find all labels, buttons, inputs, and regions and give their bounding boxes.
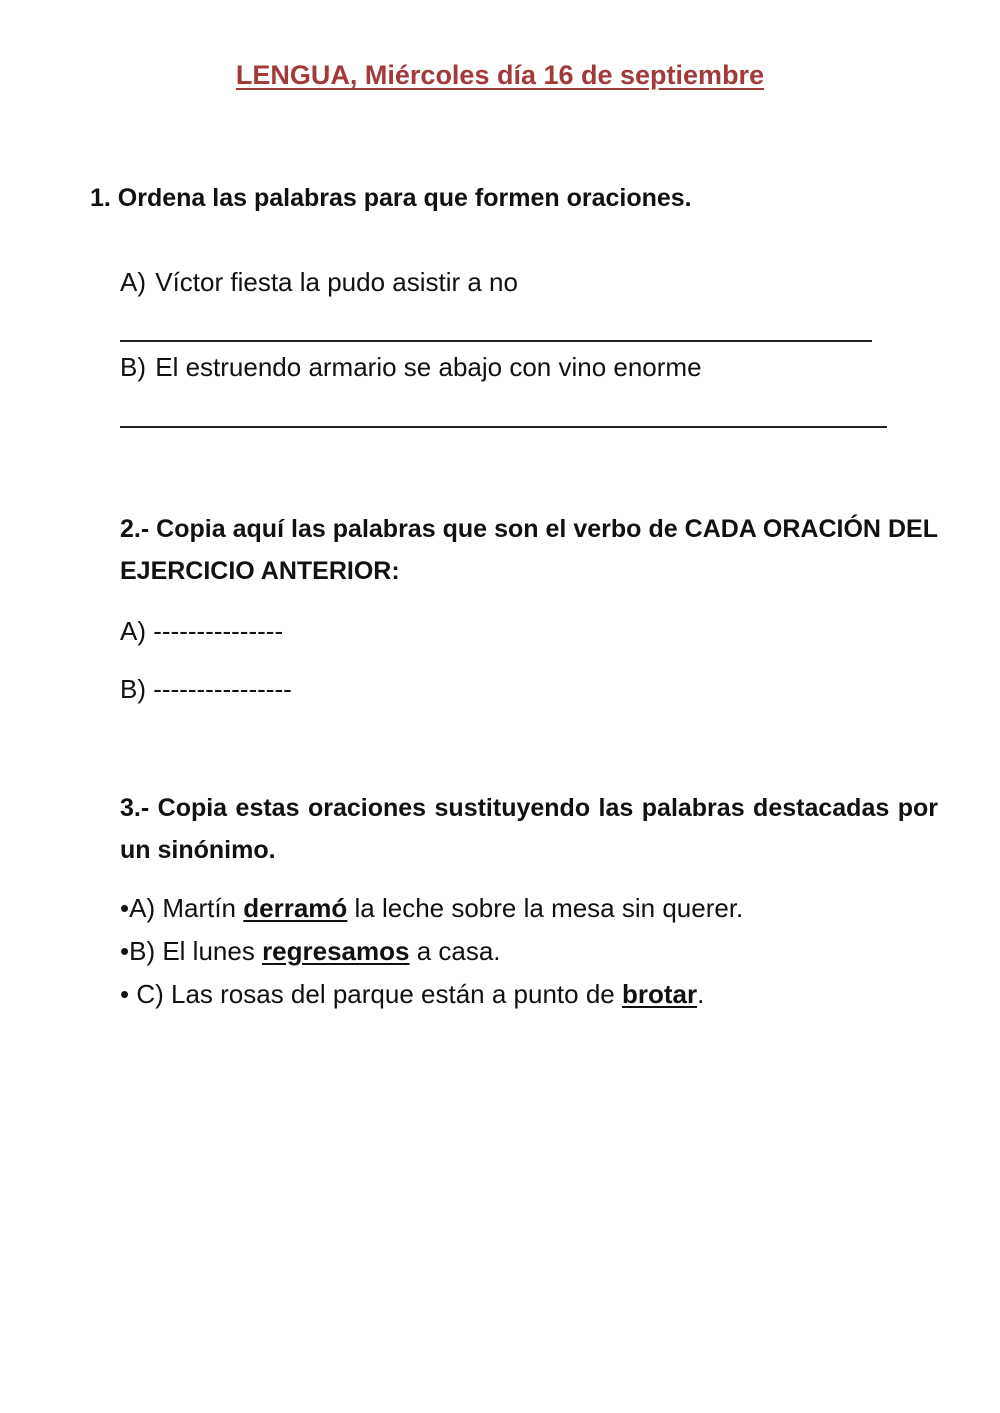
exercise-3-sentence-b <box>120 936 501 967</box>
sentence-a-prefix: •A) Martín <box>120 893 244 923</box>
exercise-2-answer-b[interactable]: B) ---------------- <box>120 674 292 704</box>
sentence-c-prefix: • C) Las rosas del parque están a punto de <box>120 979 622 1009</box>
item-a-text: Víctor fiesta la pudo asistir a no <box>155 267 518 297</box>
highlighted-word-b: regresamos <box>262 936 410 966</box>
item-b-text: El estruendo armario se abajo con vino enorme <box>155 352 702 382</box>
sentence-a-suffix: la leche sobre la mesa sin querer. <box>347 893 744 923</box>
answer-line-b[interactable] <box>120 426 887 428</box>
exercise-3-sentence-a <box>120 893 743 924</box>
sentence-b-prefix: •B) El lunes <box>120 936 263 966</box>
page-title: LENGUA, Miércoles día 16 de septiembre <box>235 60 765 90</box>
exercise-1-item-a <box>120 267 518 298</box>
exercise-1-item-b <box>120 352 702 383</box>
highlighted-word-c: brotar <box>621 979 698 1009</box>
exercise-2-answer-a[interactable]: A) --------------- <box>120 616 284 646</box>
highlighted-word-a: derramó <box>243 893 348 923</box>
exercise-3-heading: 3.- Copia estas oraciones sustituyendo las palabras destacadas por un sinónimo. <box>120 794 938 864</box>
item-a-label: A) <box>120 267 146 297</box>
sentence-b-suffix: a casa. <box>409 936 501 966</box>
sentence-c-suffix: . <box>697 979 705 1009</box>
exercise-1-heading: 1. Ordena las palabras para que formen oraciones. <box>90 184 692 212</box>
exercise-2-heading: 2.- Copia aquí las palabras que son el verbo de CADA ORACIÓN DEL EJERCICIO ANTERIOR: <box>120 515 938 585</box>
item-b-label: B) <box>120 352 146 382</box>
exercise-3-sentence-c <box>120 979 704 1010</box>
answer-line-a[interactable] <box>120 340 872 342</box>
